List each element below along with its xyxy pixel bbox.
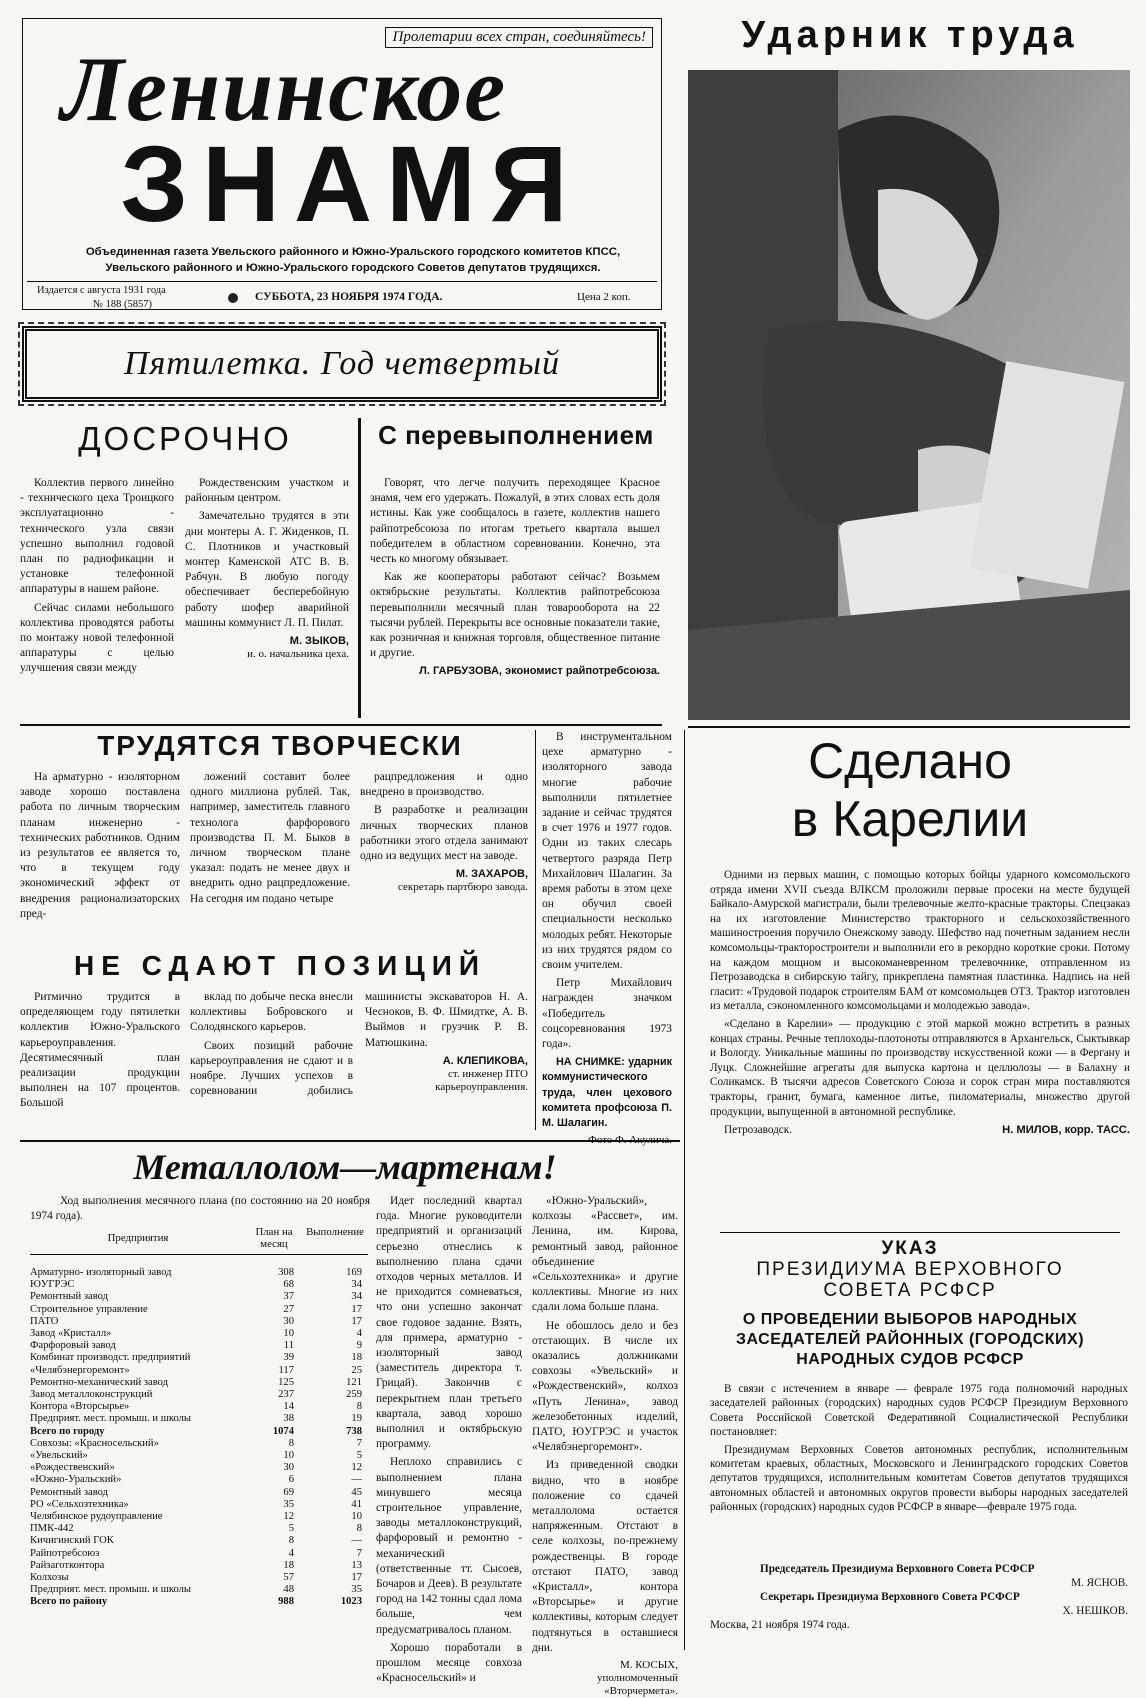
decree-chair-name: М. ЯСНОВ. <box>1071 1577 1128 1589</box>
table-cell-enterprise: Завод металлоконструкций <box>30 1389 153 1401</box>
table-row <box>30 1499 368 1511</box>
table-row <box>30 1450 368 1462</box>
decree-place-date: Москва, 21 ноября 1974 года. <box>710 1619 850 1631</box>
table-cell-plan: 988 <box>278 1596 294 1608</box>
table-cell-plan: 10 <box>283 1328 294 1340</box>
table-cell-plan: 68 <box>283 1279 294 1291</box>
table-cell-plan: 1074 <box>272 1425 294 1437</box>
metallolom-table-header <box>30 1226 368 1255</box>
table-cell-done: 259 <box>346 1389 362 1401</box>
table-cell-done: 45 <box>351 1486 362 1498</box>
table-cell-enterprise: «Увельский» <box>30 1450 88 1462</box>
table-row <box>30 1401 368 1413</box>
table-cell-plan: 6 <box>288 1474 294 1486</box>
article-metallolom-col3: «Южно-Уральский», колхозы «Рассвет», им. Ленина, им. Кирова, ремонтный завод, районное объединение «Сельхозтехника» и другие коллективы. Многие из них сдали лома больше плана. Не обошлось дело и без отстающих. В числе их оказались должниками совхозы «Увельский» и «Рождественский», колхоз «Путь Ленина», завод железобетонных изделий, ПАТО, ЮУГРЭС и участок «Челябэнергоремонт». Из приведенной сводки видно, что в ноябре положение со сдачей металлолома остается напряженным. Отстают в селе колхозы, по-прежнему рождественцы. В городе отстают ПАТО, завод «Кристалл», контора «Вторсырье» и другие коллективы, которым следует подтянуться в оставшиеся дни. М. КОСЫХ, уполномоченный «Вторчермета». <box>532 1195 678 1698</box>
table-row <box>30 1426 368 1438</box>
table-cell-plan: 39 <box>283 1352 294 1364</box>
table-cell-plan: 48 <box>283 1584 294 1596</box>
table-cell-done: 17 <box>351 1303 362 1315</box>
masthead-date: СУББОТА, 23 НОЯБРЯ 1974 ГОДА. <box>255 291 443 303</box>
table-cell-done: 25 <box>351 1364 362 1376</box>
decree-body: В связи с истечением в январе — феврале 1975 года полномочий народных заседателей районных (городских) народных судов РСФСР Президиум Верховного Совета Российской Советской Федеративной Социалистической Республики постановляет: Президиумам Верховных Советов автономных республик, исполнительным комитетам краевых, областных, Московского и Ленинградского городских Советов депутатов трудящихся, исполнительным комитетам Советов депутатов трудящихся автономных областей и автономных округов провести выборы народных заседателей районных (городских) народных судов РСФСР в январе—феврале 1975 года. <box>710 1383 1128 1514</box>
article-pozitsiy-signature: А. КЛЕПИКОВА, <box>442 1054 528 1067</box>
table-cell-enterprise: Предприят. мест. промыш. и школы <box>30 1584 192 1596</box>
photo-headline: Ударник труда <box>741 14 1079 56</box>
masthead-issue: № 188 (5857) <box>93 299 153 310</box>
table-cell-plan: 10 <box>283 1450 294 1462</box>
decree-chair-title: Председатель Президиума Верховного Совета РСФСР <box>760 1563 1035 1575</box>
article-perevypolnenie-headline: С перевыполнением <box>378 420 654 450</box>
masthead-subtitle-line1: Объединенная газета Увельского районного и Южно-Уральского городского комитетов КПСС, <box>85 246 621 258</box>
decree-subtitle: О ПРОВЕДЕНИИ ВЫБОРОВ НАРОДНЫХ ЗАСЕДАТЕЛЕЙ РАЙОННЫХ (ГОРОДСКИХ) НАРОДНЫХ СУДОВ РСФСР <box>735 1311 1085 1368</box>
table-row <box>30 1438 368 1450</box>
table-row <box>30 1267 368 1279</box>
article-metallolom-signature-role: уполномоченный «Вторчермета». <box>596 1672 678 1698</box>
table-cell-done: 1023 <box>340 1596 362 1608</box>
article-dosrochno-col1: Коллектив первого линейно - технического цеха Троицкого эксплуатационно - технического узла связи успешно выполнил годовой план по радиофикации и установке телефонной аппаратуры в нашем районе. Сейчас силами небольшого коллектива проводятся работы по монтажу новой телефонной аппаратуры с целью улучшения связи между <box>20 477 174 675</box>
table-row <box>30 1328 368 1340</box>
decree-signatures <box>710 1562 1128 1632</box>
table-cell-enterprise: «Рождественский» <box>30 1462 115 1474</box>
table-cell-plan: 12 <box>283 1511 294 1523</box>
table-cell-plan: 57 <box>283 1572 294 1584</box>
table-cell-plan: 117 <box>278 1364 294 1376</box>
article-pozitsiy-headline: НЕ СДАЮТ ПОЗИЦИЙ <box>73 950 487 981</box>
table-row <box>30 1279 368 1291</box>
metallolom-header-enterprise: Предприятия <box>107 1232 169 1244</box>
table-cell-enterprise: Строительное управление <box>30 1303 148 1315</box>
table-cell-enterprise: Фарфоровый завод <box>30 1340 116 1352</box>
table-row <box>30 1413 368 1425</box>
table-cell-plan: 27 <box>283 1303 294 1315</box>
table-cell-done: 41 <box>351 1498 362 1510</box>
table-cell-enterprise: ПАТО <box>30 1315 59 1327</box>
table-cell-enterprise: Ремонтный завод <box>30 1486 109 1498</box>
table-cell-done: 19 <box>351 1413 362 1425</box>
article-metallolom-col2: Идет последний квартал года. Многие руководители предприятий и организаций серьезно отнеслись к выполнению плана сдачи отходов черных металлов. И не приходится сомневаться, что они успешно закончат свое годовое задание. Взять, для примера, арматурно - изоляторный завод (заместитель директора т. Грицай). Закончив с перекрытием план третьего квартала, завод хорошо выполнил и октябрьскую программу. Неплохо справились с выполнением плана минувшего месяца строительное управление, заводы металлоконструкций, фарфоровый и ремонтно - механический (ответственные тт. Сысоев, Бочаров и Деев). В результате город на 142 тонны сдал лома больше, чем предусматривалось планом. Хорошо поработали в прошлом месяце совхоза «Красносельский» и <box>376 1195 522 1685</box>
table-cell-enterprise: Совхозы: «Красносельский» <box>30 1437 159 1449</box>
table-cell-done: 121 <box>346 1376 362 1388</box>
decree-sec-name: Х. НЕШКОВ. <box>1062 1605 1128 1617</box>
article-tvorcheski-signature: М. ЗАХАРОВ, <box>455 868 528 881</box>
table-cell-enterprise: Всего по району <box>30 1596 108 1608</box>
table-cell-plan: 11 <box>283 1340 294 1352</box>
decree-sec-title: Секретарь Президиума Верховного Совета РСФСР <box>760 1591 1020 1603</box>
article-karelia-headline: Сделано в Карелии <box>791 733 1029 847</box>
article-tvorcheski-col1: На арматурно - изоляторном заводе хорошо поставлена работа по личным творческим планам инженерно - технических работников. Одним из результатов ее является то, что в текущем году экономический эффект от внедрения рационализаторских пред- <box>20 771 180 920</box>
table-cell-done: 10 <box>351 1511 362 1523</box>
table-cell-enterprise: Завод «Кристалл» <box>30 1328 112 1340</box>
masthead-title-line2: ЗНАМЯ <box>120 123 582 244</box>
article-metallolom-signature: М. КОСЫХ, <box>619 1659 678 1672</box>
table-cell-done: 34 <box>351 1279 362 1291</box>
table-row <box>30 1365 368 1377</box>
table-cell-done: — <box>351 1474 362 1486</box>
table-row <box>30 1316 368 1328</box>
table-cell-enterprise: Райпотребсоюз <box>30 1547 100 1559</box>
article-metallolom-intro: Ход выполнения месячного плана (по состоянию на 20 ноября 1974 года). <box>30 1195 370 1223</box>
article-dosrochno-headline: ДОСРОЧНО <box>78 420 292 457</box>
article-dosrochno-col2: Рождественским участком и районным центром. Замечательно трудятся в эти дни монтеры А. Г. Жиденков, П. С. Плотников и участковый монтер Каменской АТС В. В. Рабчун. В любую погоду обеспечивает бесперебойную работу шофер аварийной машины коммунист Л. П. Пилат. М. ЗЫКОВ, и. о. начальника цеха. <box>185 477 349 661</box>
table-cell-plan: 69 <box>283 1486 294 1498</box>
table-cell-plan: 18 <box>283 1559 294 1571</box>
table-row <box>30 1389 368 1401</box>
table-cell-enterprise: «Южно-Уральский» <box>30 1474 122 1486</box>
metallolom-table <box>30 1226 368 1609</box>
table-row <box>30 1596 368 1608</box>
table-cell-done: — <box>351 1535 362 1547</box>
table-cell-done: 5 <box>356 1450 362 1462</box>
article-tvorcheski-signature-role: секретарь партбюро завода. <box>398 881 528 894</box>
table-cell-done: 17 <box>351 1315 362 1327</box>
table-cell-plan: 4 <box>288 1547 294 1559</box>
article-karelia-signature: Н. МИЛОВ, корр. ТАСС. <box>1002 1124 1130 1137</box>
article-tvorcheski-col3: рацпредложения и одно внедрено в производство. В разработке и реализации личных творческих планов работники этого отдела занимают одно из ведущих мест на заводе. М. ЗАХАРОВ, секретарь партбюро завода. <box>360 771 528 894</box>
table-cell-plan: 30 <box>283 1315 294 1327</box>
table-cell-enterprise: «Челябэнергоремонт» <box>30 1364 130 1376</box>
masthead-title-line1: Ленинское <box>61 38 508 140</box>
table-row <box>30 1560 368 1572</box>
table-cell-done: 12 <box>351 1462 362 1474</box>
table-row <box>30 1291 368 1303</box>
table-row <box>30 1523 368 1535</box>
table-cell-done: 17 <box>351 1572 362 1584</box>
table-cell-enterprise: Челябинское рудоуправление <box>30 1511 163 1523</box>
decree-title: УКАЗ ПРЕЗИДИУМА ВЕРХОВНОГО СОВЕТА РСФСР <box>756 1238 1064 1301</box>
table-cell-plan: 14 <box>283 1401 294 1413</box>
article-dosrochno-signature: М. ЗЫКОВ, <box>289 635 349 648</box>
table-cell-enterprise: Предприят. мест. промыш. и школы <box>30 1413 192 1425</box>
masthead-order-icon <box>228 293 238 303</box>
table-row <box>30 1584 368 1596</box>
table-cell-plan: 37 <box>283 1291 294 1303</box>
masthead-founded: Издается с августа 1931 года <box>37 285 166 296</box>
table-row <box>30 1304 368 1316</box>
article-karelia-place: Петрозаводск. <box>724 1124 793 1137</box>
article-perevypolnenie-signature: Л. ГАРБУЗОВА, экономист райпотребсоюза. <box>419 665 660 678</box>
table-cell-done: 13 <box>351 1559 362 1571</box>
table-row <box>30 1487 368 1499</box>
table-row <box>30 1462 368 1474</box>
table-cell-enterprise: ЮУГРЭС <box>30 1279 75 1291</box>
article-pozitsiy-signature-role: ст. инженер ПТО карьероуправления. <box>435 1067 528 1093</box>
table-cell-plan: 237 <box>278 1389 294 1401</box>
banner-text: Пятилетка. Год четвертый <box>123 345 561 382</box>
article-tvorcheski-headline: ТРУДЯТСЯ ТВОРЧЕСКИ <box>97 730 463 761</box>
table-row <box>30 1377 368 1389</box>
worker-photo-icon <box>688 70 1130 720</box>
metallolom-header-plan: План на месяц <box>255 1226 293 1250</box>
table-cell-done: 169 <box>346 1267 362 1278</box>
article-dosrochno-signature-role: и. о. начальника цеха. <box>247 648 349 661</box>
table-cell-done: 8 <box>356 1523 362 1535</box>
table-cell-done: 8 <box>356 1401 362 1413</box>
table-cell-done: 18 <box>351 1352 362 1364</box>
table-cell-enterprise: Всего по городу <box>30 1425 105 1437</box>
table-cell-done: 35 <box>351 1584 362 1596</box>
article-metallolom-headline: Металлолом—мартенам! <box>133 1147 557 1187</box>
table-cell-done: 9 <box>356 1340 362 1352</box>
masthead <box>22 18 662 310</box>
table-cell-enterprise: ПМК-442 <box>30 1523 74 1535</box>
metallolom-table-body <box>30 1267 368 1609</box>
masthead-subtitle-line2: Увельского районного и Южно-Уральского городского Советов депутатов трудящихся. <box>105 262 601 274</box>
table-cell-enterprise: Ремонтно-механический завод <box>30 1376 169 1388</box>
article-karelia-body: Одними из первых машин, с помощью которых бойцы ударного комсомольского отряда имени XVII съезда ВЛКСМ проложили первые просеки на месте будущей Байкало-Амурской магистрали, были трелевочные желто-красные тракторы. Спецзаказ на их изготовление Министерство тракторного и сельскохозяйственного машиностроения поручило Онежскому заводу. Шефство над почетным заданием несли комсомольцы-тракторостроители и выполнили его в рекордно короткие сроки. Потому на каждом мощном и высокоманевренном трелевочнике, отправленном из Петрозаводска в сибирскую тайгу, прикреплена памятная пластинка. Надпись на ней гласит: «Трудовой подарок строителям БАМ от комсомольцев ОТЗ. Трактор изготовлен из металла, сэкономленного комсомольцами и молодежью завода». «Сделано в Карелии» — продукцию с этой маркой можно встретить в разных концах страны. Речные теплоходы-плотоноты отправляются в Архангельск, Сыктывкар и Вологду. Уникальные машины по производству искусственной кожи — в Фергану и Луцк. Сложнейшие агрегаты для выпуска картона и целлюлозы — в Балахну и Соликамск. В тысячи адресов Советского Союза и сорок стран мира поставляются тракторы, гранит, бумага, каменное литье, пиломатериалы, множество другой продукции, выпущенной в автономной республике. Петрозаводск. Н. МИЛОВ, корр. ТАСС. <box>710 869 1130 1137</box>
table-cell-enterprise: Райзаготконтора <box>30 1559 105 1571</box>
worker-photo <box>688 70 1130 720</box>
table-cell-enterprise: РО «Сельхозтехника» <box>30 1498 129 1510</box>
table-cell-enterprise: Ремонтный завод <box>30 1291 109 1303</box>
table-row <box>30 1572 368 1584</box>
table-cell-enterprise: Арматурно- изоляторный завод <box>30 1267 172 1278</box>
masthead-price: Цена 2 коп. <box>577 291 631 303</box>
table-row <box>30 1511 368 1523</box>
table-cell-done: 738 <box>346 1425 362 1437</box>
metallolom-header-done: Выполнение <box>306 1226 364 1238</box>
table-cell-plan: 30 <box>283 1462 294 1474</box>
table-cell-plan: 8 <box>288 1437 294 1449</box>
table-cell-plan: 35 <box>283 1498 294 1510</box>
table-cell-plan: 5 <box>288 1523 294 1535</box>
table-cell-done: 34 <box>351 1291 362 1303</box>
table-cell-plan: 38 <box>283 1413 294 1425</box>
table-row <box>30 1352 368 1364</box>
table-row <box>30 1548 368 1560</box>
table-cell-done: 4 <box>356 1328 362 1340</box>
article-perevypolnenie-body: Говорят, что легче получить переходящее Красное знамя, чем его удержать. Пожалуй, в этих словах есть доля истины. Как уже сообщалось в газете, коллектив нашего райпотребсоюза по итогам третьего квартала вышел победителем в областном соревновании. Конечно, эта честь ко многому обязывает. Как же кооператоры работают сейчас? Возьмем октябрьские результаты. Коллектив райпотребсоюза перевыполнили месячный план товарооборота на 22 тысячи рублей. Перекрыты все основные показатели такие, как розничная и книжная торговля, общественное питание и другие. Л. ГАРБУЗОВА, экономист райпотребсоюза. <box>370 477 660 678</box>
table-cell-done: 7 <box>356 1437 362 1449</box>
article-pozitsiy-col2: вклад по добыче песка внесли коллективы Бобровского и Солодянского карьеров. Своих позиций рабочие карьероуправления не сдают и в ноябре. Лучших успехов в соревновании добились машинисты экскаваторов Н. А. Чесноков, В. Ф. Шмидтке, А. В. Выймов и грузчик Р. В. Матюшкина. А. КЛЕПИКОВА, ст. инженер ПТО карьероуправления. <box>190 991 528 1098</box>
masthead-slogan: Пролетарии всех стран, соединяйтесь! <box>385 27 653 48</box>
table-row <box>30 1340 368 1352</box>
article-pozitsiy-col1: Ритмично трудится в определяющем году пятилетки коллектив Южно-Уральского карьероуправления. Десятимесячный план реализации продукции выполнен на 107 процентов. Большой <box>20 991 180 1110</box>
table-row <box>30 1474 368 1486</box>
article-shalagin: В инструментальном цехе арматурно - изоляторного завода многие рабочие выполнили пятилетнее задание и сейчас трудятся в счет 1976 и 1977 годов. Одни из таких слесарь четвертого разряда Петр Михайлович Шалагин. За время работы в этом цехе он обучил своей специальности несколько молодых ребят. Некоторые из них трудятся рядом со своим учителем. Петр Михайлович награжден значком «Победитель соцсоревнования 1973 года». НА СНИМКЕ: ударник коммунистического труда, член цехового комитета профсоюза П. М. Шалагин. <box>542 730 672 1147</box>
table-cell-enterprise: Колхозы <box>30 1572 69 1584</box>
table-row <box>30 1535 368 1547</box>
table-cell-plan: 308 <box>278 1267 294 1278</box>
article-tvorcheski-col2: ложений составит более одного миллиона рублей. Так, например, заместитель главного технолога фарфорового производства П. М. Быков в личном творческом плане указал: подать не менее двух и внедрить одно рацпредложение. На сегодня им подано четыре <box>190 771 350 905</box>
table-cell-plan: 125 <box>278 1376 294 1388</box>
table-cell-enterprise: Контора «Вторсырье» <box>30 1401 130 1413</box>
table-cell-enterprise: Комбинат производст. предприятий <box>30 1352 191 1364</box>
table-cell-done: 7 <box>356 1547 362 1559</box>
table-cell-plan: 8 <box>288 1535 294 1547</box>
table-cell-enterprise: Кичигинский ГОК <box>30 1535 114 1547</box>
banner <box>22 326 662 402</box>
